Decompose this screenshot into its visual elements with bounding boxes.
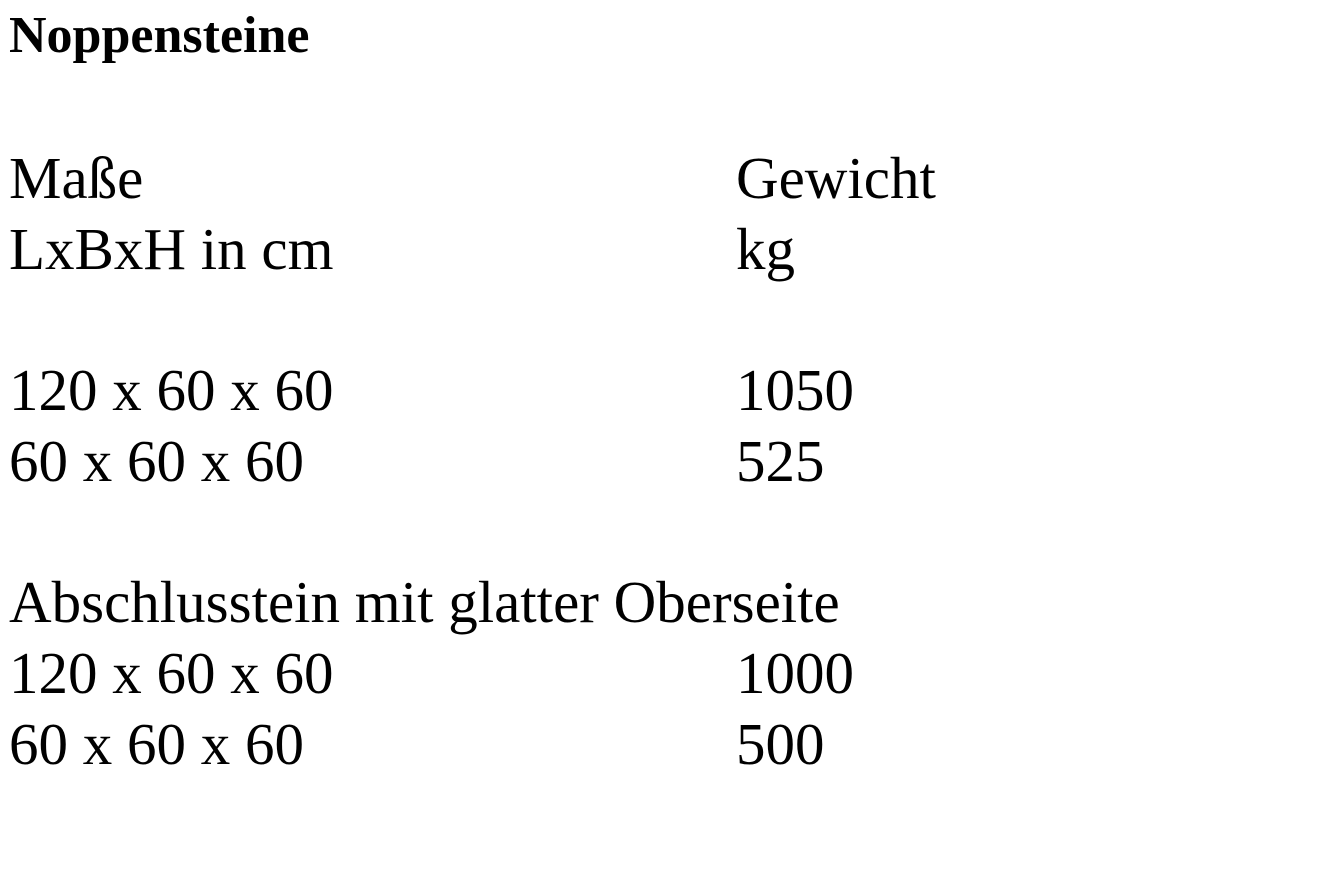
row-dimensions: 60 x 60 x 60 bbox=[9, 428, 304, 494]
row-dimensions: 120 x 60 x 60 bbox=[9, 640, 334, 706]
header-weight-label: Gewicht bbox=[736, 145, 936, 211]
row-dimensions: 120 x 60 x 60 bbox=[9, 357, 334, 423]
section-heading: Abschlusstein mit glatter Oberseite bbox=[9, 569, 840, 635]
row-weight: 1000 bbox=[736, 640, 854, 706]
row-weight: 525 bbox=[736, 428, 825, 494]
header-weight-unit: kg bbox=[736, 216, 795, 282]
header-dimensions-unit: LxBxH in cm bbox=[9, 216, 334, 282]
header-dimensions-label: Maße bbox=[9, 145, 144, 211]
page-title: Noppensteine bbox=[9, 7, 310, 64]
row-weight: 1050 bbox=[736, 357, 854, 423]
row-weight: 500 bbox=[736, 711, 825, 777]
row-dimensions: 60 x 60 x 60 bbox=[9, 711, 304, 777]
